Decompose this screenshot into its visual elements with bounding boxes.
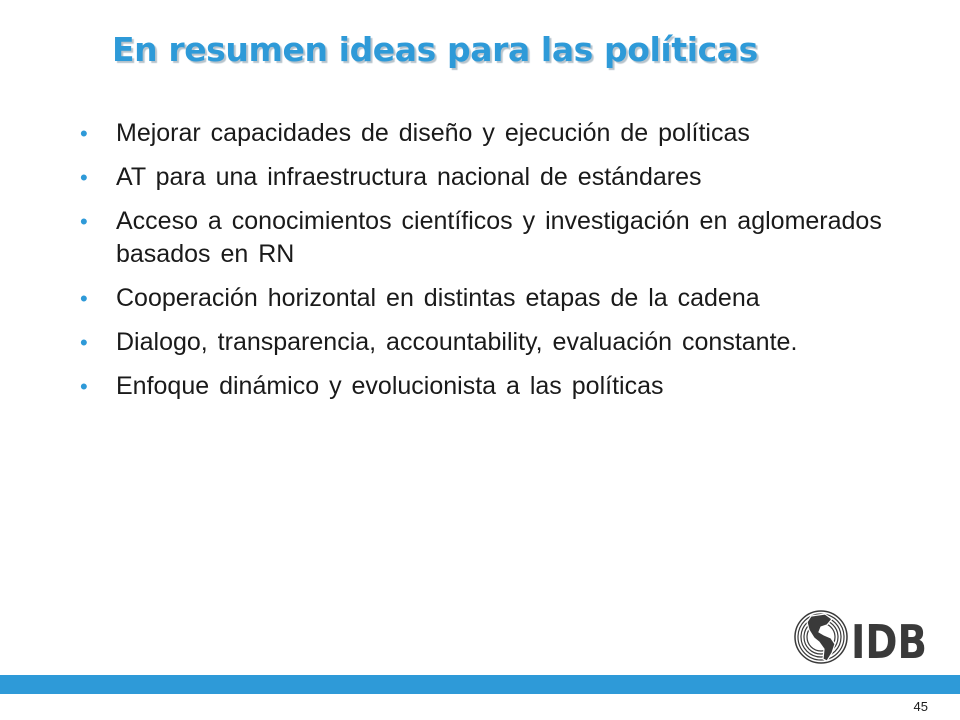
bullet-text: Dialogo, transparencia, accountability, evaluación constante. <box>116 328 798 356</box>
bullet-item <box>80 370 900 403</box>
bullet-list <box>80 117 900 414</box>
logo-wordmark: IDB <box>851 615 927 669</box>
bullet-text: Acceso a conocimientos científicos y investigación en aglomerados basados en RN <box>116 207 882 268</box>
bullet-text: Enfoque dinámico y evolucionista a las políticas <box>116 372 664 400</box>
bullet-item <box>80 205 900 271</box>
globe-americas-icon <box>795 611 847 663</box>
page-number: 45 <box>913 699 928 714</box>
slide-title: En resumen ideas para las políticas <box>112 30 758 69</box>
bullet-icon: • <box>80 330 88 355</box>
bullet-item <box>80 282 900 315</box>
bullet-icon: • <box>80 121 88 146</box>
bullet-item <box>80 117 900 150</box>
bullet-icon: • <box>80 374 88 399</box>
idb-logo <box>794 608 928 669</box>
bullet-icon: • <box>80 165 88 190</box>
bullet-icon: • <box>80 286 88 311</box>
footer-bar <box>0 675 960 694</box>
bullet-item <box>80 161 900 194</box>
bullet-text: Mejorar capacidades de diseño y ejecución de políticas <box>116 119 750 147</box>
bullet-item <box>80 326 900 359</box>
bullet-text: AT para una infraestructura nacional de estándares <box>116 163 702 191</box>
bullet-text: Cooperación horizontal en distintas etapas de la cadena <box>116 284 760 312</box>
bullet-icon: • <box>80 209 88 234</box>
